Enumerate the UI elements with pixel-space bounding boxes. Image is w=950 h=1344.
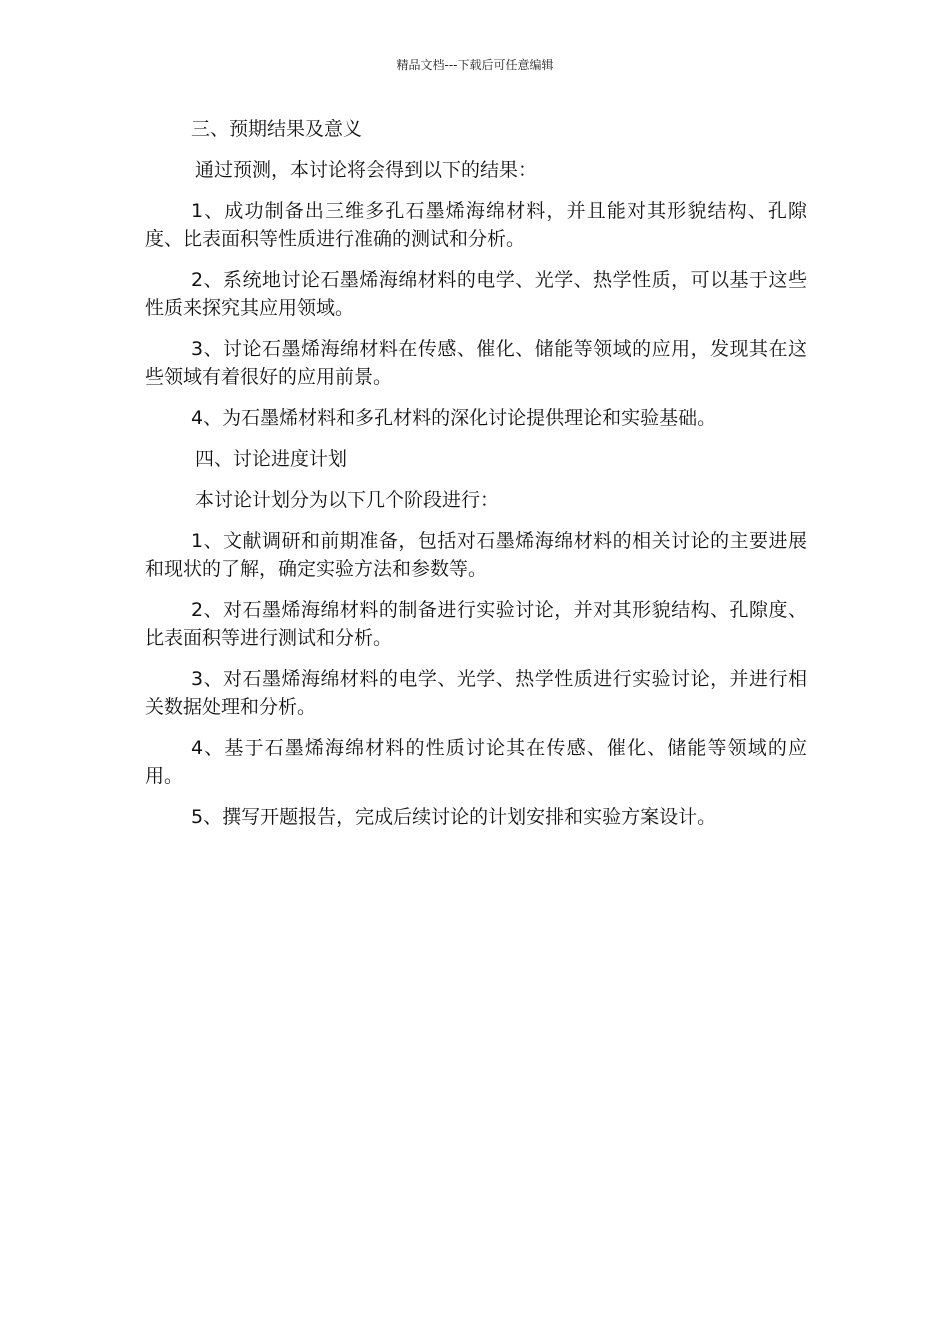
schedule-item-2: 2、对石墨烯海绵材料的制备进行实验讨论，并对其形貌结构、孔隙度、比表面积等进行测试和分析。 <box>145 599 807 649</box>
section-heading-expected-results: 三、预期结果及意义 <box>191 118 363 140</box>
result-item-2: 2、系统地讨论石墨烯海绵材料的电学、光学、热学性质，可以基于这些性质来探究其应用领域。 <box>145 269 807 319</box>
result-item-4: 4、为石墨烯材料和多孔材料的深化讨论提供理论和实验基础。 <box>191 407 717 429</box>
section-intro-expected-results: 通过预测，本讨论将会得到以下的结果： <box>195 159 538 181</box>
section-intro-schedule: 本讨论计划分为以下几个阶段进行： <box>195 489 500 511</box>
document-body <box>145 115 807 831</box>
schedule-item-3: 3、对石墨烯海绵材料的电学、光学、热学性质进行实验讨论，并进行相关数据处理和分析。 <box>145 668 807 718</box>
section-heading-schedule: 四、讨论进度计划 <box>195 448 348 470</box>
result-item-1: 1、成功制备出三维多孔石墨烯海绵材料，并且能对其形貌结构、孔隙度、比表面积等性质进行准确的测试和分析。 <box>145 200 807 250</box>
schedule-item-4: 4、基于石墨烯海绵材料的性质讨论其在传感、催化、储能等领域的应用。 <box>145 737 807 787</box>
result-item-3: 3、讨论石墨烯海绵材料在传感、催化、储能等领域的应用，发现其在这些领域有着很好的应用前景。 <box>145 338 807 388</box>
page-header: 精品文档---下载后可任意编辑 <box>396 58 554 72</box>
schedule-item-1: 1、文献调研和前期准备，包括对石墨烯海绵材料的相关讨论的主要进展和现状的了解，确定实验方法和参数等。 <box>145 530 807 580</box>
schedule-item-5: 5、撰写开题报告，完成后续讨论的计划安排和实验方案设计。 <box>191 806 717 828</box>
